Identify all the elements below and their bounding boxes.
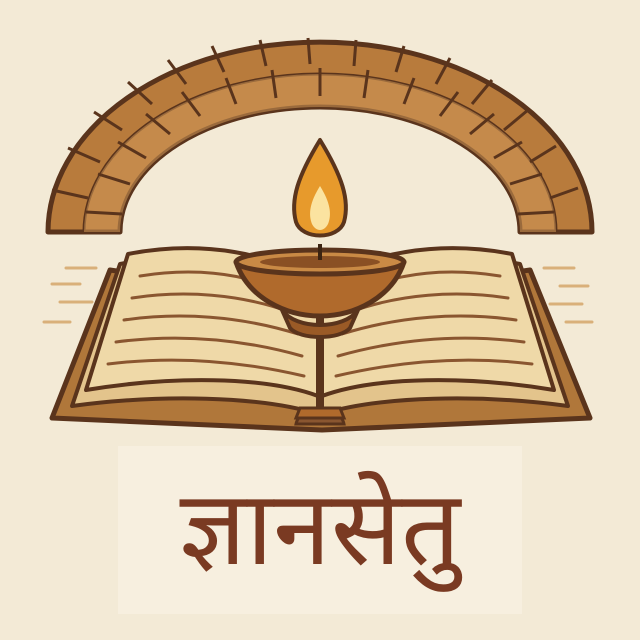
- flame-icon: [294, 140, 346, 236]
- brand-wordmark: ज्ञानसेतु: [179, 467, 461, 589]
